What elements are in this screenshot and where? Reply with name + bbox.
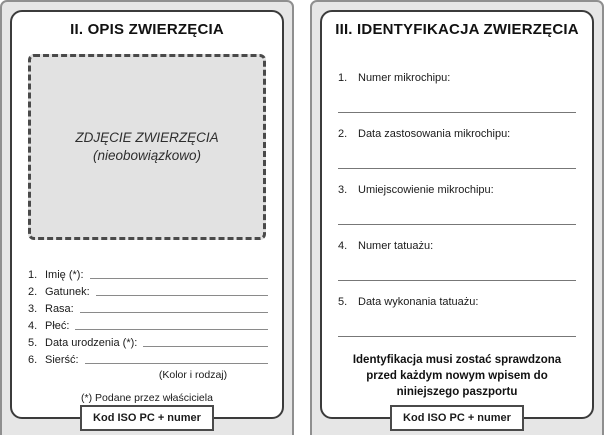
field-row-gatunek <box>28 281 268 298</box>
color-note-spacer <box>28 369 118 381</box>
item-label: Umiejscowienie mikrochipu: <box>358 184 494 196</box>
left-page-title: II. OPIS ZWIERZĘCIA <box>70 21 224 38</box>
field-blank-line <box>80 302 268 313</box>
field-label: Sierść: <box>45 354 79 366</box>
field-number: 2. <box>28 286 38 298</box>
item-number: 5. <box>338 296 348 308</box>
blank-write-line <box>338 168 576 169</box>
field-label: Gatunek: <box>45 286 90 298</box>
iso-code-tab-right: Kod ISO PC + numer <box>390 405 524 431</box>
item-number: 1. <box>338 72 348 84</box>
item-label: Numer tatuażu: <box>358 240 434 252</box>
field-blank-line <box>143 336 268 347</box>
field-number: 1. <box>28 269 38 281</box>
item-umiejscowienie <box>338 184 576 196</box>
item-numer-tatuazu <box>338 240 576 252</box>
item-number: 3. <box>338 184 348 196</box>
blank-write-line <box>338 112 576 113</box>
field-blank-line <box>75 319 268 330</box>
photo-placeholder-line1: ZDJĘCIE ZWIERZĘCIA <box>75 129 219 145</box>
owner-footnote: (*) Podane przez właściciela <box>81 392 213 404</box>
color-note: (Kolor i rodzaj) <box>158 369 228 381</box>
photo-placeholder <box>28 54 266 240</box>
item-number: 4. <box>338 240 348 252</box>
field-blank-line <box>96 285 268 296</box>
field-row-imie <box>28 264 268 281</box>
field-blank-line <box>85 353 268 364</box>
item-label: Numer mikrochipu: <box>358 72 451 84</box>
field-number: 6. <box>28 354 38 366</box>
blank-write-line <box>338 280 576 281</box>
item-number: 2. <box>338 128 348 140</box>
item-data-wykonania-tatuazu <box>338 296 576 308</box>
color-note-row <box>28 369 268 381</box>
field-label: Data urodzenia (*): <box>45 337 138 349</box>
item-label: Data zastosowania mikrochipu: <box>358 128 511 140</box>
field-number: 5. <box>28 337 38 349</box>
field-number: 3. <box>28 303 38 315</box>
blank-write-line <box>338 224 576 225</box>
field-number: 4. <box>28 320 38 332</box>
field-label: Płeć: <box>45 320 70 332</box>
item-numer-mikrochipu <box>338 72 576 84</box>
left-page-card <box>0 0 294 435</box>
field-row-siersc <box>28 349 268 366</box>
description-fields <box>28 264 268 366</box>
field-row-rasa <box>28 298 268 315</box>
page-opis-zwierzecia <box>10 10 284 424</box>
right-page-card <box>310 0 604 435</box>
page-identyfikacja-zwierzecia <box>320 10 594 424</box>
item-data-zastosowania <box>338 128 576 140</box>
verification-notice: Identyfikacja musi zostać sprawdzona przed każdym nowym wpisem do niniejszego paszportu <box>352 354 562 399</box>
field-label: Imię (*): <box>45 269 84 281</box>
iso-code-tab-left: Kod ISO PC + numer <box>80 405 214 431</box>
field-label: Rasa: <box>45 303 74 315</box>
field-blank-line <box>90 268 269 279</box>
field-row-data-urodzenia <box>28 332 268 349</box>
right-page-title: III. IDENTYFIKACJA ZWIERZĘCIA <box>335 21 579 38</box>
photo-placeholder-line2: (nieobowiązkowo) <box>92 148 202 163</box>
field-row-plec <box>28 315 268 332</box>
blank-write-line <box>338 336 576 337</box>
item-label: Data wykonania tatuażu: <box>358 296 479 308</box>
